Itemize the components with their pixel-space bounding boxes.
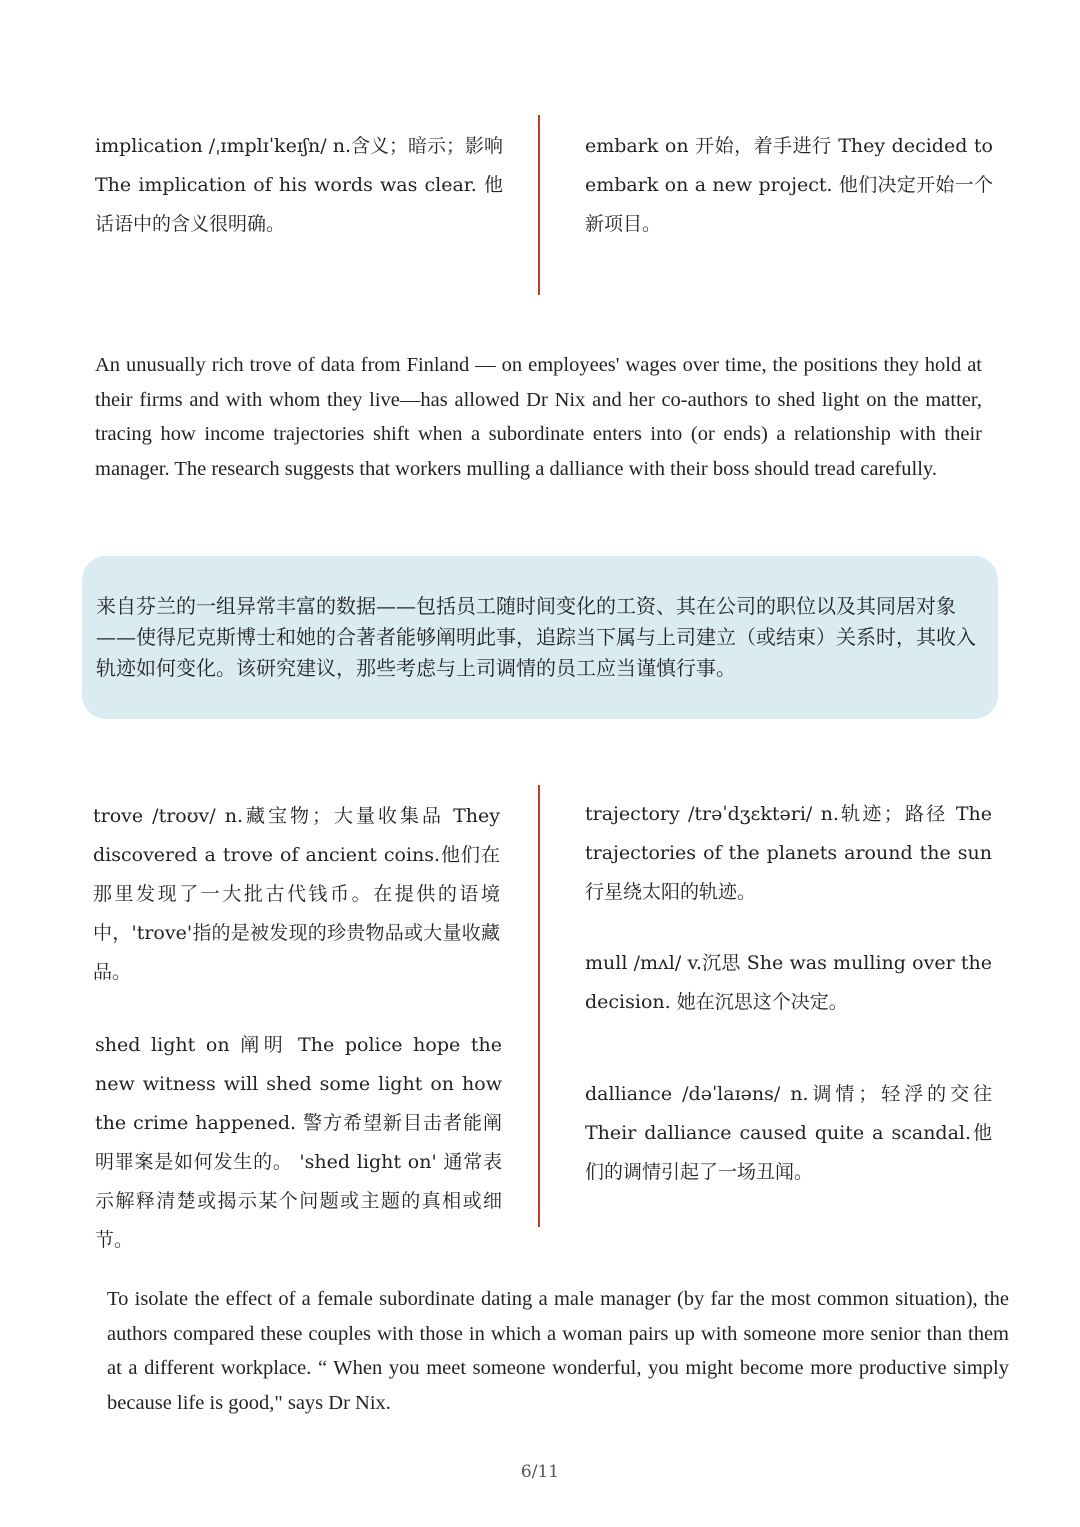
vocab-trove: trove /troʊv/ n.藏宝物；大量收集品 They discovered a trove of ancient coins.他们在那里发现了一大批古代钱币。在提供的语境中，'trove'指的是被发现的珍贵物品或大量收藏品。 xyxy=(93,805,500,983)
page-number: 6/11 xyxy=(520,1462,560,1482)
vocab-embark-on: embark on 开始，着手进行 They decided to embark on a new project. 他们决定开始一个新项目。 xyxy=(585,135,993,235)
vocab-shed-light-on: shed light on 阐明 The police hope the new witness will shed some light on how the crime happened. 警方希望新目击者能阐明罪案是如何发生的。 'shed light on' 通常表示解释清楚或揭示某个问题或主题的真相或细节。 xyxy=(95,1034,502,1251)
article-paragraph-1: An unusually rich trove of data from Finland — on employees' wages over time, the positions they hold at their firms and with whom they live—has allowed Dr Nix and her co-authors to shed light on the matter, tracing how income trajectories shift when a subordinate enters into (or ends) a relationship with their manager. The research suggests that workers mulling a dalliance with their boss should tread carefully. xyxy=(95,354,982,480)
vocab-dalliance: dalliance /dəˈlaɪəns/ n.调情；轻浮的交往 Their dalliance caused quite a scandal.他们的调情引起了一场丑闻。 xyxy=(585,1083,992,1183)
column-divider-bottom xyxy=(538,785,540,1227)
column-divider-top xyxy=(538,115,540,295)
translation-text-1: 来自芬兰的一组异常丰富的数据——包括员工随时间变化的工资、其在公司的职位以及其同居对象——使得尼克斯博士和她的合著者能够阐明此事，追踪当下属与上司建立（或结束）关系时，其收入轨迹如何变化。该研究建议，那些考虑与上司调情的员工应当谨慎行事。 xyxy=(96,594,976,680)
vocab-mull: mull /mʌl/ v.沉思 She was mulling over the decision. 她在沉思这个决定。 xyxy=(585,952,992,1013)
vocab-trajectory: trajectory /trəˈdʒɛktəri/ n.轨迹；路径 The trajectories of the planets around the sun 行星绕太阳的轨迹。 xyxy=(585,803,992,903)
vocab-implication: implication /ˌɪmplɪˈkeɪʃn/ n.含义；暗示；影响 The implication of his words was clear. 他话语中的含义很明确。 xyxy=(95,135,504,235)
article-paragraph-2: To isolate the effect of a female subordinate dating a male manager (by far the most common situation), the authors compared these couples with those in which a woman pairs up with someone more senior than them at a different workplace. “ When you meet someone wonderful, you might become more productive simply because life is good," says Dr Nix. xyxy=(107,1288,1009,1414)
